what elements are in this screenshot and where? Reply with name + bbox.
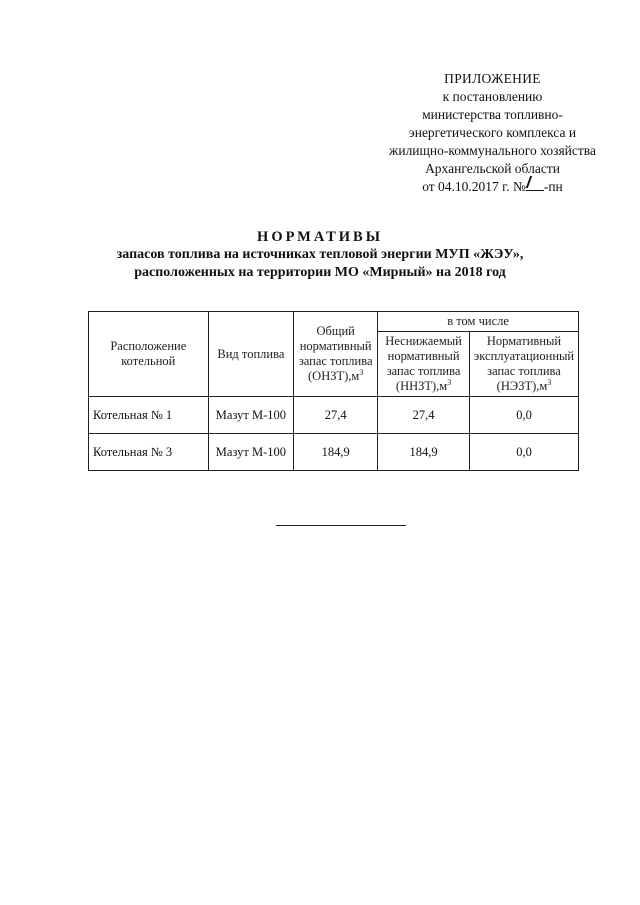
heading-title: НОРМАТИВЫ xyxy=(257,229,383,245)
header-nnzt: Неснижаемый нормативный запас топлива $(ННЗТ),м^3$ xyxy=(378,332,470,397)
appendix-number-suffix: -пн xyxy=(543,179,563,194)
appendix-block xyxy=(360,70,625,196)
heading-subtitle-1: запасов топлива на источниках тепловой энергии МУП «ЖЭУ», xyxy=(116,247,524,262)
appendix-title: ПРИЛОЖЕНИЕ xyxy=(444,71,541,86)
cell-nnzt: 184,9 xyxy=(378,434,470,471)
document-heading xyxy=(80,228,560,282)
appendix-line: Архангельской области xyxy=(425,161,560,176)
header-nezt: Нормативный эксплуатационный запас топлива $(НЭЗТ),м^3$ xyxy=(470,332,579,397)
appendix-line: жилищно-коммунального хозяйства xyxy=(389,143,596,158)
table-header-row xyxy=(89,312,579,332)
appendix-line: министерства топливно- xyxy=(422,107,563,122)
norms-table xyxy=(88,311,579,471)
cell-nezt: 0,0 xyxy=(470,434,579,471)
header-onzt: Общий нормативный запас топлива $(ОНЗТ),м^3$ xyxy=(294,312,378,397)
appendix-date-line xyxy=(360,178,625,196)
heading-subtitle-2: расположенных на территории МО «Мирный» на 2018 год xyxy=(134,265,506,280)
appendix-line: к постановлению xyxy=(442,89,543,104)
header-fuel: Вид топлива xyxy=(208,312,294,397)
cell-nnzt: 27,4 xyxy=(378,397,470,434)
cell-location: Котельная № 3 xyxy=(89,434,209,471)
header-including: в том числе xyxy=(378,312,579,332)
cell-location: Котельная № 1 xyxy=(89,397,209,434)
table-row xyxy=(89,434,579,471)
cell-fuel: Мазут М-100 xyxy=(208,434,294,471)
appendix-line: энергетического комплекса и xyxy=(408,125,577,140)
header-location: Расположение котельной xyxy=(89,312,209,397)
cell-nezt: 0,0 xyxy=(470,397,579,434)
table-row xyxy=(89,397,579,434)
appendix-date: от 04.10.2017 г. № xyxy=(422,179,526,194)
handwritten-number-icon xyxy=(526,179,544,191)
end-divider xyxy=(276,525,406,526)
cell-fuel: Мазут М-100 xyxy=(208,397,294,434)
cell-onzt: 184,9 xyxy=(294,434,378,471)
cell-onzt: 27,4 xyxy=(294,397,378,434)
